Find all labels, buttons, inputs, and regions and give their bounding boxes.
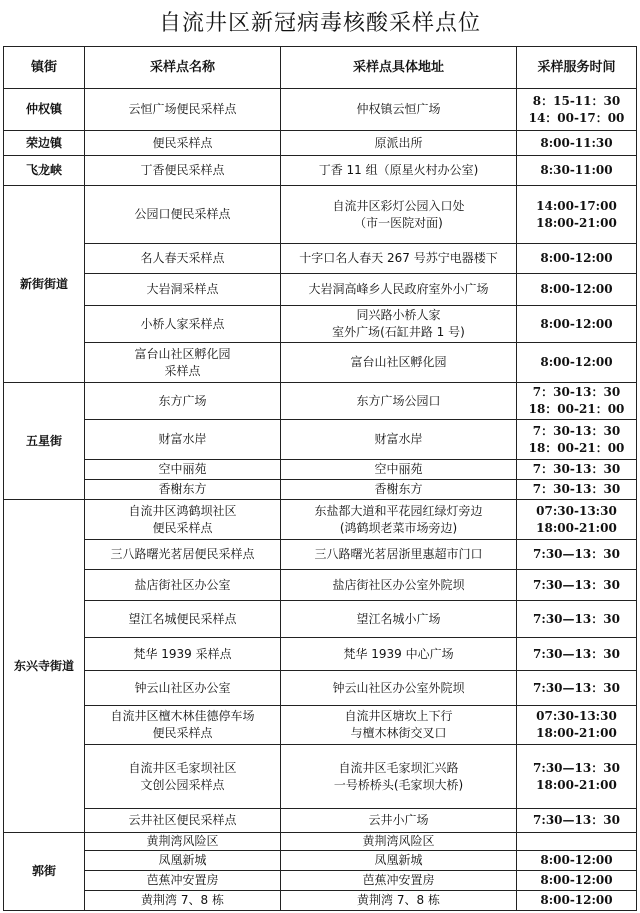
address-cell (281, 131, 517, 156)
address-cell (281, 851, 517, 871)
site-cell (85, 570, 281, 601)
table-row (4, 460, 637, 480)
time-cell (517, 540, 637, 570)
site-cell (85, 480, 281, 500)
address-cell (281, 833, 517, 851)
site-line: 名人春天采样点 (140, 251, 225, 265)
time-cell (517, 156, 637, 186)
table-row (4, 871, 637, 891)
site-line: 凤凰新城 (158, 853, 207, 867)
site-line: 丁香便民采样点 (140, 163, 225, 177)
town-cell: 五星街 (4, 383, 85, 500)
town-cell: 郭街 (4, 833, 85, 911)
time-line: 8:00-12:00 (540, 355, 613, 369)
site-line: 云恒广场便民采样点 (128, 102, 237, 116)
address-line: 自流井区塘坎上下行 (344, 709, 453, 723)
address-line: 香榭东方 (374, 482, 423, 496)
site-cell (85, 244, 281, 274)
time-cell (517, 570, 637, 601)
address-cell (281, 638, 517, 671)
table-row (4, 540, 637, 570)
site-cell (85, 891, 281, 911)
address-line: 钟云山社区办公室外院坝 (332, 680, 465, 695)
time-cell (517, 500, 637, 540)
time-cell (517, 343, 637, 383)
address-line: （市一医院对面) (354, 215, 443, 230)
time-line: 7：30-13：30 (532, 423, 621, 438)
time-line: 07:30-13:30 (536, 709, 617, 723)
time-line: 18：00-21：00 (528, 440, 625, 455)
address-line: 富台山社区孵化园 (350, 355, 447, 369)
table-row (4, 480, 637, 500)
site-cell (85, 89, 281, 131)
address-cell (281, 89, 517, 131)
address-cell (281, 420, 517, 460)
site-line: 公园口便民采样点 (134, 207, 231, 221)
time-cell (517, 671, 637, 706)
site-line: 采样点 (164, 363, 201, 378)
table-row (4, 420, 637, 460)
time-line: 8:00-12:00 (540, 893, 613, 907)
table-row (4, 186, 637, 244)
site-line: 财富水岸 (158, 432, 207, 446)
table-row (4, 343, 637, 383)
town-cell: 新街街道 (4, 186, 85, 383)
address-line: 与檀木林街交叉口 (350, 726, 447, 740)
address-line: 十字口名人春天 267 号苏宁电器楼下 (299, 251, 498, 265)
address-cell (281, 570, 517, 601)
table-row (4, 274, 637, 306)
address-cell (281, 343, 517, 383)
time-line: 18:00-21:00 (536, 777, 617, 792)
address-line: 仲权镇云恒广场 (356, 102, 441, 116)
time-cell (517, 186, 637, 244)
address-cell (281, 809, 517, 833)
time-line: 14：00-17：00 (528, 110, 625, 125)
time-cell (517, 891, 637, 911)
time-cell (517, 809, 637, 833)
address-line: 望江名城小广场 (356, 611, 441, 626)
time-line: 8:00-12:00 (540, 316, 613, 331)
town-cell: 东兴寺街道 (4, 500, 85, 833)
address-line: 盐店街社区办公室外院坝 (332, 577, 465, 592)
site-line: 望江名城便民采样点 (128, 611, 237, 626)
address-cell (281, 601, 517, 638)
time-line: 7:30—13：30 (533, 760, 620, 775)
time-line: 7:30—13：30 (533, 611, 620, 626)
time-cell (517, 244, 637, 274)
time-cell (517, 706, 637, 745)
time-cell (517, 638, 637, 671)
time-cell (517, 480, 637, 500)
table-row (4, 638, 637, 671)
table-row (4, 156, 637, 186)
time-line: 7：30-13：30 (532, 385, 621, 399)
time-line: 18:00-21:00 (536, 520, 617, 535)
site-line: 自流井区鸿鹤坝社区 (128, 503, 237, 518)
address-cell (281, 540, 517, 570)
site-line: 便民采样点 (152, 520, 213, 535)
header-time: 采样服务时间 (517, 47, 637, 89)
address-cell (281, 745, 517, 809)
site-cell (85, 343, 281, 383)
address-cell (281, 706, 517, 745)
address-cell (281, 306, 517, 343)
address-line: 同兴路小桥人家 (356, 308, 441, 322)
site-cell (85, 500, 281, 540)
site-cell (85, 306, 281, 343)
table-row (4, 383, 637, 420)
address-line: 一号桥桥头(毛家坝大桥) (333, 777, 464, 792)
time-line: 8:00-12:00 (540, 853, 613, 867)
address-line: 三八路曙光茗居浙里惠超市门口 (314, 547, 483, 561)
address-cell (281, 383, 517, 420)
address-line: 财富水岸 (374, 432, 423, 446)
site-cell (85, 186, 281, 244)
time-cell (517, 833, 637, 851)
time-cell (517, 89, 637, 131)
sampling-sites-table (3, 46, 637, 911)
time-cell (517, 871, 637, 891)
site-cell (85, 274, 281, 306)
site-line: 空中丽苑 (158, 462, 207, 476)
header-address: 采样点具体地址 (281, 47, 517, 89)
time-line: 7:30—13：30 (533, 577, 620, 592)
time-cell (517, 383, 637, 420)
site-line: 黄荆湾风险区 (146, 834, 219, 848)
table-row (4, 570, 637, 601)
site-cell (85, 833, 281, 851)
address-cell (281, 274, 517, 306)
table-row (4, 500, 637, 540)
site-cell (85, 420, 281, 460)
header-town: 镇街 (4, 47, 85, 89)
address-line: 丁香 11 组（原星火村办公室) (318, 163, 479, 177)
site-line: 芭蕉冲安置房 (146, 873, 219, 887)
site-cell (85, 540, 281, 570)
site-cell (85, 131, 281, 156)
address-line: 云井小广场 (368, 813, 429, 827)
address-cell (281, 891, 517, 911)
site-cell (85, 601, 281, 638)
header-site: 采样点名称 (85, 47, 281, 89)
address-line: 凤凰新城 (374, 853, 423, 867)
time-line: 7:30—13：30 (533, 813, 620, 827)
town-cell: 仲权镇 (4, 89, 85, 131)
site-line: 黄荆湾 7、8 栋 (141, 893, 224, 907)
site-line: 钟云山社区办公室 (134, 680, 231, 695)
site-line: 自流井区檀木林佳德停车场 (110, 709, 255, 723)
address-line: 大岩洞高峰乡人民政府室外小广场 (308, 282, 489, 296)
site-line: 便民采样点 (152, 726, 213, 740)
table-row (4, 833, 637, 851)
time-line: 8:00-11:30 (540, 135, 613, 150)
time-cell (517, 420, 637, 460)
table-row (4, 745, 637, 809)
table-row (4, 306, 637, 343)
site-cell (85, 671, 281, 706)
address-line: 黄荆湾 7、8 栋 (357, 893, 440, 907)
time-line: 8：15-11：30 (532, 93, 621, 108)
site-line: 大岩洞采样点 (146, 282, 219, 296)
address-cell (281, 871, 517, 891)
table-row (4, 89, 637, 131)
time-line: 07:30-13:30 (536, 503, 617, 518)
time-cell (517, 745, 637, 809)
site-cell (85, 638, 281, 671)
address-line: 室外广场(石缸井路 1 号) (332, 325, 465, 339)
site-line: 盐店街社区办公室 (134, 577, 231, 592)
address-line: (鸿鹤坝老菜市场旁边) (339, 520, 458, 535)
address-line: 东方广场公园口 (356, 393, 441, 408)
page-title: 自流井区新冠病毒核酸采样点位 (158, 11, 481, 36)
site-cell (85, 871, 281, 891)
site-line: 便民采样点 (152, 135, 213, 150)
address-line: 黄荆湾风险区 (362, 834, 435, 848)
table-row (4, 601, 637, 638)
table-row (4, 706, 637, 745)
time-cell (517, 131, 637, 156)
time-line: 7：30-13：30 (532, 462, 621, 476)
time-line: 8:00-12:00 (540, 251, 613, 265)
table-row (4, 809, 637, 833)
site-cell (85, 851, 281, 871)
time-line: 7:30—13：30 (533, 646, 620, 661)
site-cell (85, 156, 281, 186)
time-line: 14:00-17:00 (536, 198, 617, 213)
address-line: 空中丽苑 (374, 462, 423, 476)
time-line: 8:30-11:00 (540, 163, 613, 177)
table-row (4, 244, 637, 274)
table-header-row (4, 47, 637, 89)
address-cell (281, 480, 517, 500)
time-line: 7:30—13：30 (533, 547, 620, 561)
site-cell (85, 460, 281, 480)
site-line: 三八路曙光茗居便民采样点 (110, 547, 255, 561)
site-line: 梵华 1939 采样点 (133, 646, 232, 661)
site-line: 文创公园采样点 (140, 777, 225, 792)
time-cell (517, 601, 637, 638)
address-line: 原派出所 (374, 135, 423, 150)
time-line: 18:00-21:00 (536, 726, 617, 740)
address-cell (281, 671, 517, 706)
table-row (4, 851, 637, 871)
table-row (4, 671, 637, 706)
address-line: 芭蕉冲安置房 (362, 873, 435, 887)
site-cell (85, 745, 281, 809)
address-cell (281, 244, 517, 274)
address-line: 梵华 1939 中心广场 (343, 646, 454, 661)
address-cell (281, 460, 517, 480)
address-line: 自流井区彩灯公园入口处 (332, 198, 465, 213)
site-line: 云井社区便民采样点 (128, 813, 237, 827)
town-cell: 荣边镇 (4, 131, 85, 156)
site-line: 香榭东方 (158, 482, 207, 496)
time-cell (517, 274, 637, 306)
site-cell (85, 383, 281, 420)
town-cell: 飞龙峡 (4, 156, 85, 186)
site-line: 自流井区毛家坝社区 (128, 760, 237, 775)
time-line: 8:00-12:00 (540, 282, 613, 296)
address-cell (281, 156, 517, 186)
time-line: 8:00-12:00 (540, 873, 613, 887)
site-line: 东方广场 (158, 393, 207, 408)
site-line: 富台山社区孵化园 (134, 346, 231, 361)
site-line: 小桥人家采样点 (140, 316, 225, 331)
time-line: 7:30—13：30 (533, 680, 620, 695)
table-row (4, 131, 637, 156)
site-cell (85, 706, 281, 745)
address-cell (281, 500, 517, 540)
site-cell (85, 809, 281, 833)
time-line: 18：00-21：00 (528, 402, 625, 416)
table-row (4, 891, 637, 911)
time-cell (517, 851, 637, 871)
address-line: 自流井区毛家坝汇兴路 (338, 760, 459, 775)
address-cell (281, 186, 517, 244)
time-line: 18:00-21:00 (536, 215, 617, 230)
time-cell (517, 460, 637, 480)
time-line: 7：30-13：30 (532, 482, 621, 496)
time-cell (517, 306, 637, 343)
address-line: 东盐都大道和平花园红绿灯旁边 (314, 503, 483, 518)
